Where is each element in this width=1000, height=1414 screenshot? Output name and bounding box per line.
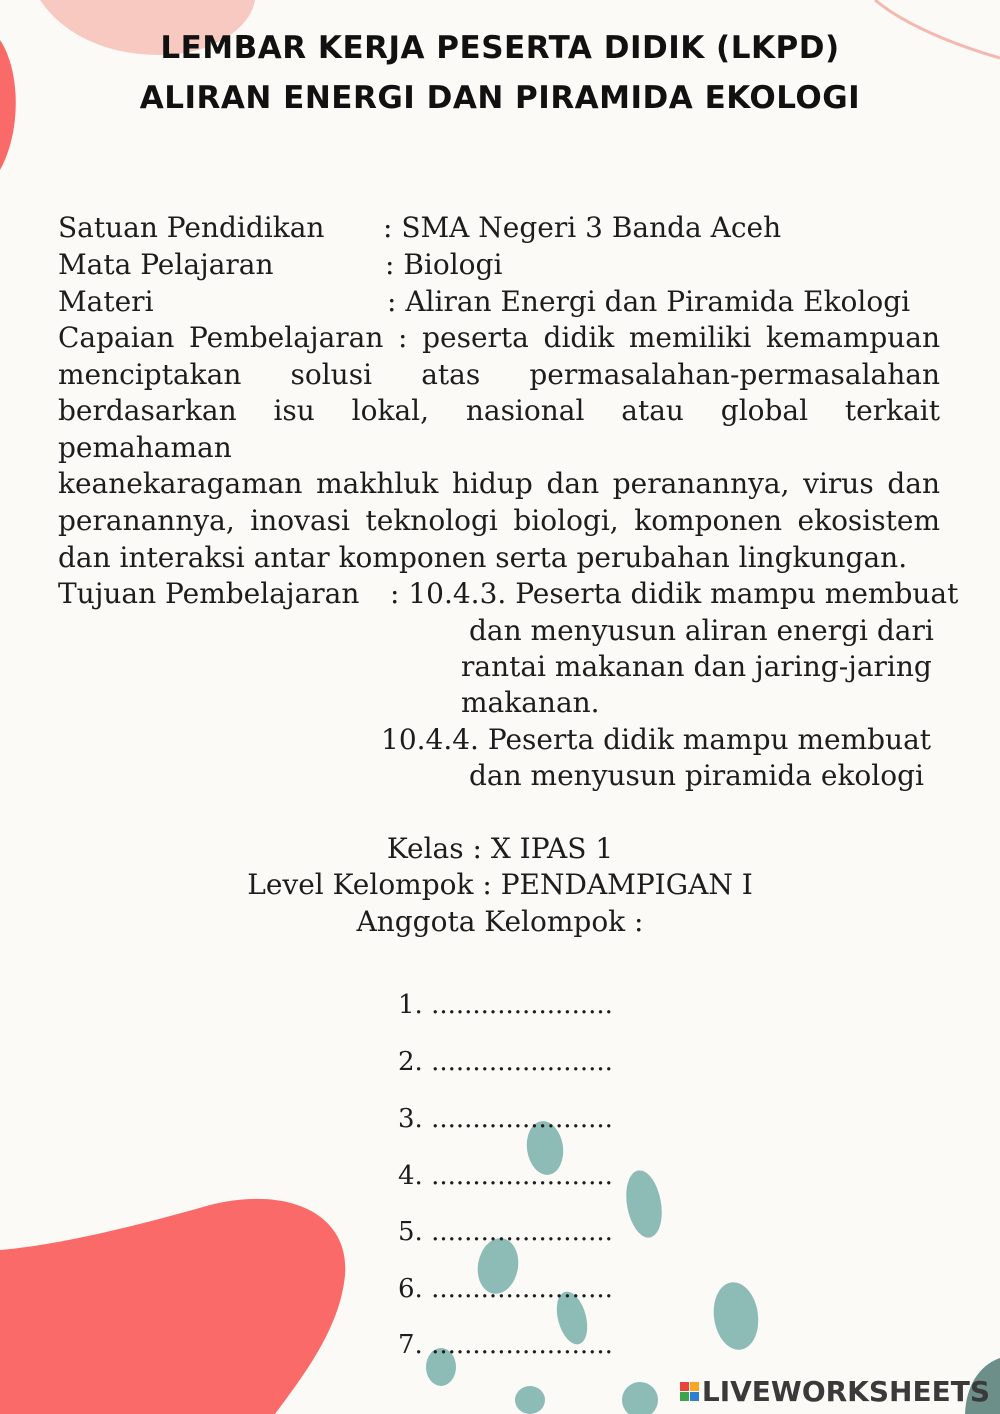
kelas-line: Kelas : X IPAS 1: [386, 832, 614, 865]
materi-value: : Aliran Energi dan Piramida Ekologi: [387, 285, 911, 318]
capaian-line-5: peranannya, inovasi teknologi biologi, komponen ekosistem: [58, 503, 940, 537]
capaian-line-1: Capaian Pembelajaran : peserta didik memiliki kemampuan: [58, 321, 940, 354]
tujuan-item1-line2: dan menyusun aliran energi dari: [469, 614, 934, 647]
satuan-value: : SMA Negeri 3 Banda Aceh: [383, 211, 782, 244]
capaian-line-6: dan interaksi antar komponen serta perubahan lingkungan.: [58, 540, 908, 574]
mapel-value: : Biologi: [385, 248, 503, 281]
capaian-line-3: berdasarkan isu lokal, nasional atau global terkait pemahaman: [58, 394, 940, 464]
tujuan-item1-line1: : 10.4.3. Peserta didik mampu membuat: [390, 577, 959, 610]
title-line-2: ALIRAN ENERGI DAN PIRAMIDA EKOLOGI: [139, 80, 861, 116]
title-line-1: LEMBAR KERJA PESERTA DIDIK (LKPD): [160, 30, 840, 66]
materi-label: Materi: [58, 285, 154, 318]
tujuan-label: Tujuan Pembelajaran: [58, 577, 360, 610]
member-line-7[interactable]: 7. ......................: [398, 1330, 613, 1360]
logo-mark-icon: [680, 1382, 699, 1401]
member-line-4[interactable]: 4. ......................: [398, 1161, 613, 1191]
member-line-5[interactable]: 5. ......................: [398, 1217, 613, 1247]
tujuan-item1-line4: makanan.: [461, 686, 600, 719]
tujuan-item1-line3: rantai makanan dan jaring-jaring: [461, 650, 932, 683]
logo-text: LIVEWORKSHEETS: [701, 1375, 990, 1408]
tujuan-item2-line1: 10.4.4. Peserta didik mampu membuat: [381, 723, 932, 756]
liveworksheets-logo: [680, 1375, 990, 1408]
level-kelompok-line: Level Kelompok : PENDAMPIGAN I: [247, 868, 753, 901]
capaian-paragraph: [58, 320, 940, 576]
member-line-1[interactable]: 1. ......................: [398, 990, 613, 1020]
member-line-6[interactable]: 6. ......................: [398, 1274, 613, 1304]
member-line-2[interactable]: 2. ......................: [398, 1047, 613, 1077]
anggota-kelompok-line: Anggota Kelompok :: [356, 905, 644, 938]
mapel-label: Mata Pelajaran: [58, 248, 274, 281]
coral-blob-bottom-left: [0, 1199, 345, 1414]
member-line-3[interactable]: 3. ......................: [398, 1104, 613, 1134]
capaian-line-2: menciptakan solusi atas permasalahan-permasalahan: [58, 357, 940, 391]
satuan-label: Satuan Pendidikan: [58, 211, 325, 244]
tujuan-item2-line2: dan menyusun piramida ekologi: [469, 759, 924, 792]
capaian-line-4: keanekaragaman makhluk hidup dan peranannya, virus dan: [58, 467, 940, 501]
